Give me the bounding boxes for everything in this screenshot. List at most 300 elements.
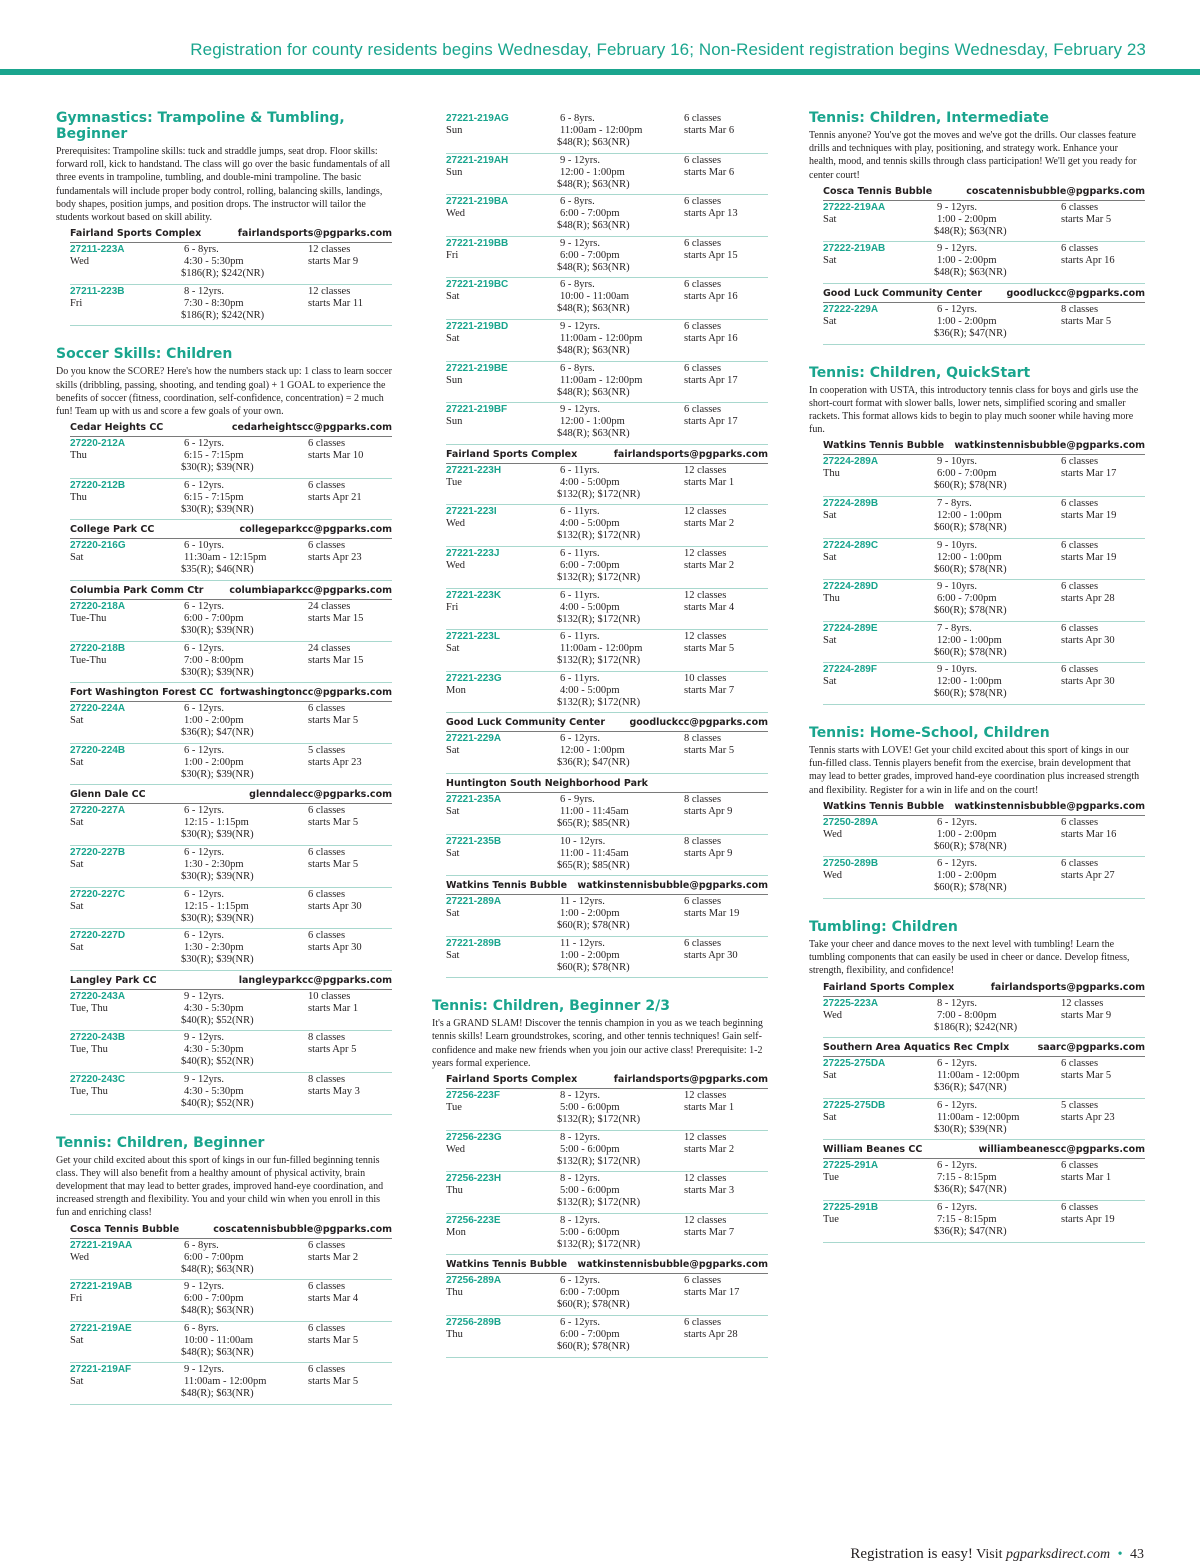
class-count: 6 classes: [308, 846, 346, 858]
class-code[interactable]: 27221-219BB: [446, 237, 509, 249]
class-fee: $48(R); $63(NR): [934, 225, 1007, 237]
location-email-link[interactable]: fairlandsports@pgparks.com: [613, 1074, 768, 1086]
location-email-link[interactable]: glenndalecc@pgparks.com: [249, 789, 392, 801]
class-code[interactable]: 27221-219AH: [446, 154, 509, 166]
location-block: [823, 1040, 1145, 1140]
class-code[interactable]: 27256-289B: [446, 1317, 502, 1329]
class-row: [823, 622, 1145, 664]
class-fee: $132(R); $172(NR): [557, 613, 641, 625]
class-age-range: 6 - 12yrs.: [560, 1275, 600, 1287]
class-fee: $48(R); $63(NR): [557, 428, 630, 440]
class-code[interactable]: 27220-243B: [70, 1032, 126, 1044]
class-code[interactable]: 27224-289B: [823, 498, 879, 509]
class-count: 6 classes: [1061, 816, 1099, 828]
class-age-range: 11 - 12yrs.: [560, 896, 605, 908]
class-count: 10 classes: [308, 990, 351, 1002]
class-time: 10:00 - 11:00am: [184, 1334, 254, 1346]
class-time: 7:00 - 8:00pm: [937, 1009, 997, 1021]
class-age-range: 6 - 9yrs.: [560, 793, 595, 805]
class-code[interactable]: 27221-289B: [446, 937, 502, 949]
class-code[interactable]: 27221-219BD: [446, 320, 509, 332]
class-age-range: 8 - 12yrs.: [184, 285, 224, 297]
class-fee: $132(R); $172(NR): [557, 571, 641, 583]
class-count: 6 classes: [308, 540, 346, 552]
class-code[interactable]: 27220-212A: [70, 438, 126, 450]
class-code[interactable]: 27221-223H: [446, 464, 502, 476]
class-code[interactable]: 27256-289A: [446, 1275, 502, 1287]
class-time: 6:00 - 7:00pm: [560, 249, 620, 261]
class-day: Sun: [446, 416, 463, 428]
class-time: 12:15 - 1:15pm: [184, 817, 249, 829]
class-day: Sat: [446, 908, 460, 920]
class-time: 11:00 - 11:45am: [560, 847, 629, 859]
class-time: 11:00am - 12:00pm: [560, 125, 643, 136]
class-day: Tue, Thu: [70, 1002, 108, 1014]
class-time: 11:00 - 11:45am: [560, 805, 629, 817]
class-age-range: 6 - 12yrs.: [184, 846, 224, 858]
class-code[interactable]: 27220-243C: [70, 1073, 126, 1085]
class-code[interactable]: 27221-235A: [446, 793, 502, 805]
class-code[interactable]: 27256-223H: [446, 1173, 502, 1185]
class-time: 1:00 - 2:00pm: [937, 870, 997, 882]
location-block: [823, 1142, 1145, 1242]
class-code[interactable]: 27225-291A: [823, 1160, 879, 1172]
location-block: [446, 447, 768, 714]
class-fee: $48(R); $63(NR): [181, 1305, 254, 1317]
class-code[interactable]: 27221-219AE: [70, 1322, 132, 1334]
class-code[interactable]: 27224-289D: [823, 581, 879, 593]
class-age-range: 6 - 12yrs.: [937, 1099, 977, 1111]
class-code[interactable]: 27225-291B: [823, 1201, 879, 1213]
program-section: [809, 919, 1145, 1243]
location-email-link[interactable]: columbiaparkcc@pgparks.com: [229, 585, 392, 596]
class-fee: $36(R); $47(NR): [557, 757, 630, 769]
class-row: [446, 505, 768, 547]
program-title: Tennis: Home-School, Children: [809, 724, 1050, 741]
class-row: [70, 285, 392, 327]
class-age-range: 9 - 12yrs.: [184, 1281, 224, 1293]
class-day: Thu: [70, 450, 87, 462]
class-day: Sat: [70, 552, 84, 564]
location-name: Good Luck Community Center: [823, 288, 982, 299]
location-header: [446, 1257, 768, 1274]
location-email-link[interactable]: watkinstennisbubble@pgparks.com: [954, 800, 1145, 812]
class-time: 7:30 - 8:30pm: [184, 297, 244, 309]
class-fee: $60(R); $78(NR): [934, 840, 1007, 852]
class-fee: $48(R); $63(NR): [557, 220, 630, 232]
class-start-date: starts Apr 30: [684, 949, 738, 961]
class-fee: $60(R); $78(NR): [934, 882, 1007, 894]
class-code[interactable]: 27220-224A: [70, 703, 126, 715]
class-code[interactable]: 27220-218A: [70, 601, 126, 612]
program-title: Tennis: Children, Intermediate: [809, 110, 1049, 126]
class-start-date: starts Mar 1: [684, 476, 735, 488]
class-count: 24 classes: [308, 642, 351, 654]
class-time: 12:15 - 1:15pm: [184, 900, 249, 912]
class-fee: $60(R); $78(NR): [934, 605, 1007, 617]
program-section: [432, 112, 768, 978]
class-count: 12 classes: [684, 506, 727, 518]
class-day: Sat: [446, 949, 460, 961]
class-code[interactable]: 27221-223J: [446, 547, 500, 559]
class-count: 6 classes: [1061, 1058, 1099, 1070]
class-time: 6:00 - 7:00pm: [937, 468, 997, 480]
class-code[interactable]: 27222-229A: [823, 304, 879, 315]
class-age-range: 6 - 11yrs.: [560, 672, 600, 684]
class-time: 1:00 - 2:00pm: [184, 715, 244, 727]
class-time: 12:00 - 1:00pm: [937, 510, 1002, 521]
class-time: 6:00 - 7:00pm: [560, 1287, 620, 1299]
class-start-date: starts Mar 5: [308, 1376, 359, 1388]
class-row: [70, 702, 392, 744]
class-age-range: 6 - 8yrs.: [560, 362, 595, 374]
class-day: Sat: [446, 332, 460, 344]
class-day: Sat: [70, 900, 84, 912]
location-email-link[interactable]: coscatennisbubble@pgparks.com: [966, 185, 1145, 197]
class-code[interactable]: 27220-227C: [70, 888, 126, 900]
program-description: Prerequisites: Trampoline skills: tuck and straddle jumps, seat drop. Floor skills: forward roll, kick to handstand. The class will go over the basic fundamentals of all three events in trampoline, tumbling, and double-mini trampoline. The basic fundamentals will include proper body control, rolling, balancing skills, landings, body shapes, position jumps, and position drops. The instructor will tailor the students workout based on skill ability.: [56, 146, 391, 224]
class-age-range: 8 - 12yrs.: [560, 1131, 600, 1143]
class-time: 5:00 - 6:00pm: [560, 1226, 620, 1238]
class-code[interactable]: 27221-219AG: [446, 113, 509, 124]
location-block: [70, 583, 392, 683]
class-age-range: 6 - 12yrs.: [184, 601, 224, 612]
class-code[interactable]: 27222-219AB: [823, 243, 886, 255]
class-count: 6 classes: [308, 930, 346, 942]
program-title: Tennis: Children, Beginner: [56, 1134, 265, 1151]
class-code[interactable]: 27221-219AB: [70, 1281, 133, 1293]
class-day: Thu: [823, 593, 840, 605]
class-count: 6 classes: [1061, 498, 1099, 509]
class-start-date: starts Mar 15: [308, 613, 364, 624]
class-fee: $30(R); $39(NR): [181, 829, 254, 841]
class-code[interactable]: 27221-219AA: [70, 1239, 133, 1251]
class-start-date: starts Mar 4: [308, 1293, 359, 1305]
class-row: [823, 1099, 1145, 1141]
class-age-range: 8 - 12yrs.: [560, 1090, 600, 1102]
class-code[interactable]: 27256-223F: [446, 1090, 500, 1102]
class-time: 6:00 - 7:00pm: [560, 208, 620, 220]
class-count: 6 classes: [308, 888, 346, 900]
class-day: Sat: [823, 634, 837, 646]
location-email-link[interactable]: coscatennisbubble@pgparks.com: [213, 1223, 392, 1235]
class-time: 11:00am - 12:00pm: [560, 643, 643, 655]
class-count: 6 classes: [684, 113, 722, 124]
class-fee: $30(R); $39(NR): [181, 666, 254, 678]
class-start-date: starts Mar 5: [684, 643, 735, 655]
program-title: Tumbling: Children: [809, 918, 958, 935]
class-start-date: starts Mar 5: [1061, 213, 1112, 225]
class-code[interactable]: 27225-275DA: [823, 1058, 886, 1070]
class-code[interactable]: 27221-223L: [446, 631, 500, 643]
class-row: [70, 1031, 392, 1073]
class-time: 1:00 - 2:00pm: [937, 828, 997, 840]
class-code[interactable]: 27221-219AF: [70, 1364, 132, 1376]
class-start-date: starts Apr 9: [684, 805, 733, 817]
class-fee: $60(R); $78(NR): [934, 646, 1007, 658]
location-email-link[interactable]: saarc@pgparks.com: [1037, 1042, 1145, 1054]
class-time: 11:00am - 12:00pm: [937, 1070, 1020, 1082]
class-fee: $60(R); $78(NR): [557, 961, 630, 973]
class-day: Tue: [446, 476, 462, 488]
class-age-range: 9 - 10yrs.: [937, 664, 977, 676]
class-code[interactable]: 27211-223A: [70, 244, 125, 256]
class-count: 6 classes: [684, 237, 722, 249]
location-block: [70, 420, 392, 520]
class-start-date: starts Mar 7: [684, 684, 735, 696]
class-count: 12 classes: [684, 1131, 727, 1143]
class-start-date: starts Mar 19: [684, 908, 740, 920]
class-time: 12:00 - 1:00pm: [937, 634, 1002, 646]
class-row: [446, 1172, 768, 1214]
location-header: [446, 776, 768, 793]
class-start-date: starts Apr 17: [684, 374, 738, 386]
class-row: [446, 732, 768, 774]
class-code[interactable]: 27221-219BA: [446, 196, 509, 208]
class-day: Fri: [446, 249, 459, 261]
class-fee: $30(R); $39(NR): [181, 625, 254, 636]
class-start-date: starts Mar 5: [684, 745, 735, 757]
page-header: [0, 0, 1200, 78]
class-row: [446, 320, 768, 362]
class-fee: $30(R); $39(NR): [181, 870, 254, 882]
class-code[interactable]: 27221-223G: [446, 672, 502, 684]
class-count: 6 classes: [684, 937, 722, 949]
location-email-link[interactable]: fairlandsports@pgparks.com: [613, 448, 768, 460]
location-name: Watkins Tennis Bubble: [823, 440, 945, 452]
class-start-date: starts Mar 5: [308, 858, 359, 870]
class-code[interactable]: 27224-289C: [823, 539, 879, 551]
class-day: Thu: [823, 468, 840, 480]
class-code[interactable]: 27256-223G: [446, 1131, 502, 1143]
location-email-link[interactable]: watkinstennisbubble@pgparks.com: [577, 880, 768, 892]
class-day: Wed: [823, 870, 842, 882]
class-code[interactable]: 27221-219BE: [446, 362, 508, 374]
class-row: [446, 112, 768, 154]
class-time: 11:00am - 12:00pm: [184, 1376, 267, 1388]
location-name: Cosca Tennis Bubble: [70, 1223, 180, 1235]
class-row: [446, 937, 768, 979]
footer-site-link[interactable]: pgparksdirect.com: [1006, 1547, 1111, 1562]
location-name: Cedar Heights CC: [70, 422, 164, 434]
class-fee: $40(R); $52(NR): [181, 1097, 254, 1109]
class-fee: $48(R); $63(NR): [934, 267, 1007, 279]
program-section: [56, 1135, 392, 1405]
column-1: [56, 110, 392, 1425]
class-row: [823, 539, 1145, 581]
location-email-link[interactable]: goodluckcc@pgparks.com: [629, 717, 768, 729]
class-age-range: 6 - 8yrs.: [184, 1239, 219, 1251]
location-email-link[interactable]: langleyparkcc@pgparks.com: [238, 974, 392, 986]
class-code[interactable]: 27224-289A: [823, 456, 879, 468]
class-code[interactable]: 27224-289E: [823, 622, 878, 634]
class-time: 12:00 - 1:00pm: [560, 166, 625, 178]
class-count: 12 classes: [308, 285, 351, 297]
class-code[interactable]: 27250-289A: [823, 816, 879, 828]
class-count: 6 classes: [1061, 664, 1099, 676]
class-day: Sat: [446, 291, 460, 303]
class-age-range: 6 - 8yrs.: [184, 1322, 219, 1334]
class-fee: $60(R); $78(NR): [934, 480, 1007, 492]
class-age-range: 6 - 8yrs.: [184, 244, 219, 256]
class-row: [70, 243, 392, 285]
class-start-date: starts Mar 3: [684, 1185, 735, 1197]
class-code[interactable]: 27221-229A: [446, 733, 502, 745]
class-code[interactable]: 27220-224B: [70, 744, 126, 756]
class-row: [70, 1322, 392, 1364]
class-count: 8 classes: [684, 733, 722, 745]
class-row: [446, 1131, 768, 1173]
class-row: [70, 479, 392, 521]
location-header: [446, 878, 768, 895]
class-count: 6 classes: [1061, 581, 1099, 593]
location-email-link[interactable]: watkinstennisbubble@pgparks.com: [954, 440, 1145, 452]
class-row: [446, 1089, 768, 1131]
program-section: [432, 998, 768, 1357]
class-fee: $48(R); $63(NR): [557, 261, 630, 273]
class-count: 6 classes: [684, 1317, 722, 1329]
class-code[interactable]: 27250-289B: [823, 858, 879, 870]
location-email-link[interactable]: goodluckcc@pgparks.com: [1006, 288, 1145, 299]
class-age-range: 6 - 12yrs.: [560, 733, 600, 745]
class-day: Sat: [446, 847, 460, 859]
class-start-date: starts Mar 7: [684, 1226, 735, 1238]
class-age-range: 9 - 12yrs.: [184, 1032, 224, 1044]
class-row: [446, 547, 768, 589]
class-time: 10:00 - 11:00am: [560, 291, 630, 303]
class-code[interactable]: 27221-223I: [446, 506, 497, 518]
class-count: 12 classes: [1061, 997, 1104, 1009]
class-start-date: starts Apr 30: [308, 900, 362, 912]
class-code[interactable]: 27220-227A: [70, 805, 126, 817]
class-time: 4:00 - 5:00pm: [560, 601, 620, 613]
class-start-date: starts Mar 16: [1061, 828, 1117, 840]
location-email-link[interactable]: collegeparkcc@pgparks.com: [239, 524, 392, 536]
class-code[interactable]: 27220-218B: [70, 642, 126, 654]
class-start-date: starts Apr 23: [308, 552, 362, 564]
location-header: [70, 1222, 392, 1239]
class-age-range: 10 - 12yrs.: [560, 835, 606, 847]
class-count: 6 classes: [308, 1364, 346, 1376]
location-block: [70, 685, 392, 785]
class-time: 12:00 - 1:00pm: [560, 416, 625, 428]
location-name: Langley Park CC: [70, 974, 157, 986]
class-day: Tue: [823, 1172, 839, 1184]
class-fee: $60(R); $78(NR): [557, 920, 630, 932]
class-code[interactable]: 27221-223K: [446, 589, 502, 601]
class-code[interactable]: 27222-219AA: [823, 201, 886, 213]
location-email-link[interactable]: fairlandsports@pgparks.com: [237, 228, 392, 240]
program-description: Tennis anyone? You've got the moves and we've got the drills. Our classes feature drills and techniques with play, positioning, and strategy work. Enhance your health, mood, and tennis skills through class participation! We'll get you ready for center court!: [809, 130, 1137, 181]
class-age-range: 9 - 12yrs.: [184, 1073, 224, 1085]
location-email-link[interactable]: watkinstennisbubble@pgparks.com: [577, 1259, 768, 1271]
class-code[interactable]: 27220-227B: [70, 846, 126, 858]
class-day: Wed: [823, 828, 842, 840]
class-age-range: 6 - 12yrs.: [937, 1058, 977, 1070]
class-count: 6 classes: [308, 1281, 346, 1293]
class-code[interactable]: 27221-235B: [446, 835, 502, 847]
class-code[interactable]: 27224-289F: [823, 664, 877, 676]
class-fee: $36(R); $47(NR): [934, 1082, 1007, 1094]
class-time: 1:00 - 2:00pm: [937, 255, 997, 267]
location-header: [446, 447, 768, 464]
class-fee: $60(R); $78(NR): [557, 1341, 630, 1353]
class-count: 6 classes: [1061, 1201, 1099, 1213]
class-count: 12 classes: [684, 1173, 727, 1185]
class-fee: $60(R); $78(NR): [934, 522, 1007, 533]
class-count: 6 classes: [1061, 201, 1099, 213]
class-time: 7:15 - 8:15pm: [937, 1172, 997, 1184]
class-count: 6 classes: [684, 1275, 722, 1287]
class-time: 12:00 - 1:00pm: [937, 676, 1002, 688]
location-email-link[interactable]: cedarheightscc@pgparks.com: [231, 422, 392, 434]
location-block: [823, 980, 1145, 1039]
class-start-date: starts Apr 23: [308, 756, 362, 768]
class-age-range: 6 - 12yrs.: [184, 438, 224, 450]
class-count: 6 classes: [684, 154, 722, 166]
program-title: Tennis: Children, Beginner 2/3: [432, 998, 670, 1015]
location-block: [823, 286, 1145, 345]
class-code[interactable]: 27220-212B: [70, 479, 126, 491]
class-code[interactable]: 27221-289A: [446, 896, 502, 908]
class-row: [446, 895, 768, 937]
class-count: 24 classes: [308, 601, 351, 612]
class-code[interactable]: 27220-243A: [70, 990, 126, 1002]
class-age-range: 6 - 11yrs.: [560, 464, 600, 476]
class-day: Sun: [446, 374, 463, 386]
location-email-link[interactable]: williambeanescc@pgparks.com: [978, 1144, 1145, 1156]
class-code[interactable]: 27211-223B: [70, 285, 125, 297]
location-email-link[interactable]: fairlandsports@pgparks.com: [990, 981, 1145, 993]
class-row: [70, 1239, 392, 1281]
class-start-date: starts Apr 9: [684, 847, 733, 859]
class-code[interactable]: 27220-216G: [70, 540, 126, 552]
location-name: Huntington South Neighborhood Park: [446, 777, 648, 789]
class-age-range: 7 - 8yrs.: [937, 498, 972, 509]
location-email-link[interactable]: fortwashingtoncc@pgparks.com: [219, 687, 392, 699]
class-count: 12 classes: [684, 464, 727, 476]
class-code[interactable]: 27220-227D: [70, 930, 126, 942]
class-age-range: 6 - 12yrs.: [560, 1317, 600, 1329]
class-code[interactable]: 27256-223E: [446, 1214, 501, 1226]
class-age-range: 6 - 11yrs.: [560, 547, 600, 559]
class-fee: $132(R); $172(NR): [557, 1114, 641, 1126]
location-name: Fairland Sports Complex: [446, 448, 578, 460]
class-count: 6 classes: [308, 1322, 346, 1334]
class-age-range: 6 - 12yrs.: [184, 479, 224, 491]
class-age-range: 6 - 11yrs.: [560, 589, 600, 601]
class-code[interactable]: 27225-223A: [823, 997, 879, 1009]
class-time: 1:00 - 2:00pm: [560, 949, 620, 961]
program-description: It's a GRAND SLAM! Discover the tennis champion in you as we teach beginning tennis skills! Learn groundstrokes, scoring, and other tennis techniques! Gain self-confidence and make new friends when you join our active class! Prerequisite: 1-2 years formal experience.: [432, 1018, 763, 1069]
class-row: [446, 154, 768, 196]
class-code[interactable]: 27221-219BF: [446, 404, 508, 416]
class-code[interactable]: 27225-275DB: [823, 1099, 886, 1111]
class-row: [823, 816, 1145, 858]
class-row: [823, 1201, 1145, 1243]
class-code[interactable]: 27221-219BC: [446, 279, 509, 291]
program-section: [809, 725, 1145, 899]
class-fee: $132(R); $172(NR): [557, 1155, 641, 1167]
class-fee: $48(R); $63(NR): [181, 1388, 254, 1400]
class-row: [70, 437, 392, 479]
class-start-date: starts Mar 2: [684, 559, 735, 571]
class-day: Fri: [70, 1293, 83, 1305]
location-header: [70, 787, 392, 804]
location-block: [70, 787, 392, 970]
location-header: [70, 973, 392, 990]
class-start-date: starts Apr 17: [684, 416, 738, 428]
